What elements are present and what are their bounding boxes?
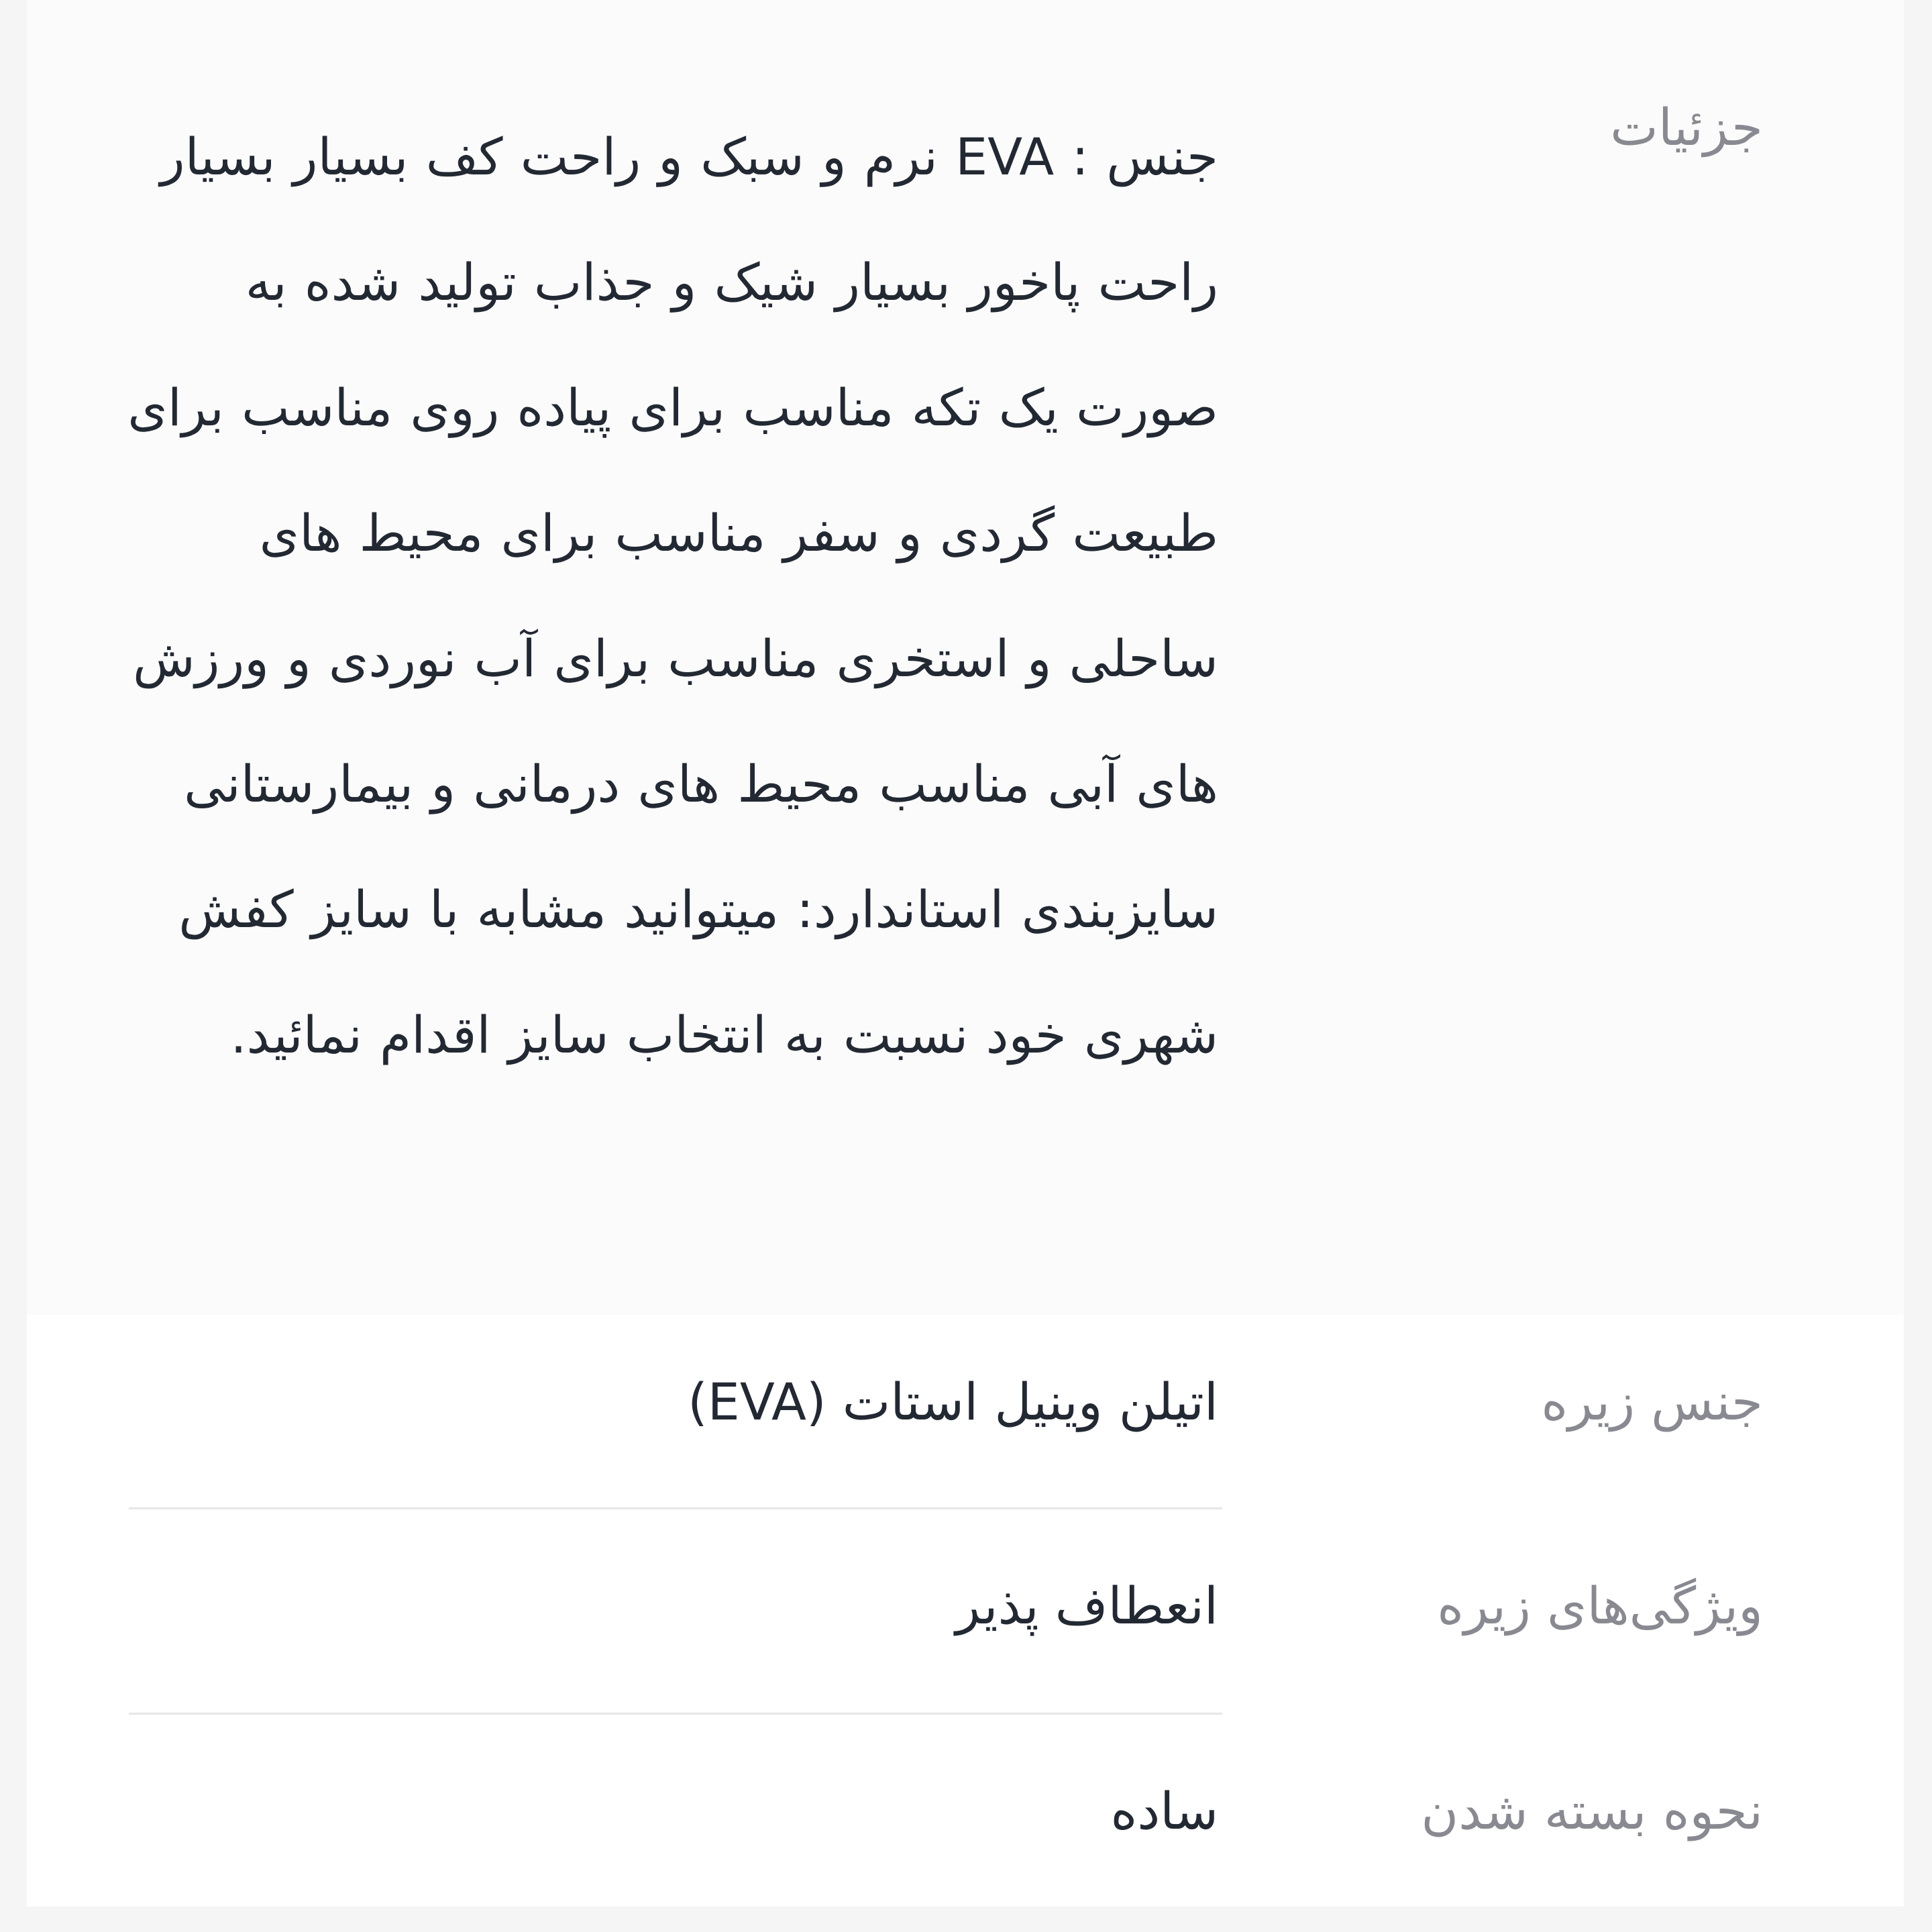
sole-material-value: اتیلن وینیل استات (EVA): [688, 1372, 1218, 1432]
spec-card: [27, 0, 1904, 1907]
sole-features-value: انعطاف پذیر: [955, 1576, 1218, 1635]
sole-material-label: جنس زیره: [1541, 1372, 1763, 1432]
sole-features-label: ویژگی‌های زیره: [1437, 1576, 1763, 1635]
details-row: [27, 0, 1904, 1315]
row-divider: [129, 1507, 1222, 1509]
details-label: جزئیات: [1610, 97, 1763, 157]
closure-type-label: نحوه بسته شدن: [1421, 1781, 1763, 1841]
row-divider: [129, 1713, 1222, 1715]
closure-type-value: ساده: [1110, 1781, 1218, 1841]
details-value: جنس : EVA نرم و سبک و راحت کف بسیار بسیار راحت پاخور بسیار شیک و جذاب تولید شده به صورت یک تکه مناسب برای پیاده روی مناسب برای طبیعت گردی و سفر مناسب برای محیط های ساحلی و استخری مناسب برای آب نوردی و ورزش های آبی مناسب محیط های درمانی و بیمارستانی سایزبندی استاندارد: میتوانید مشابه با سایز کفش شهری خود نسبت به انتخاب سایز اقدام نمائید.: [127, 127, 1218, 1065]
